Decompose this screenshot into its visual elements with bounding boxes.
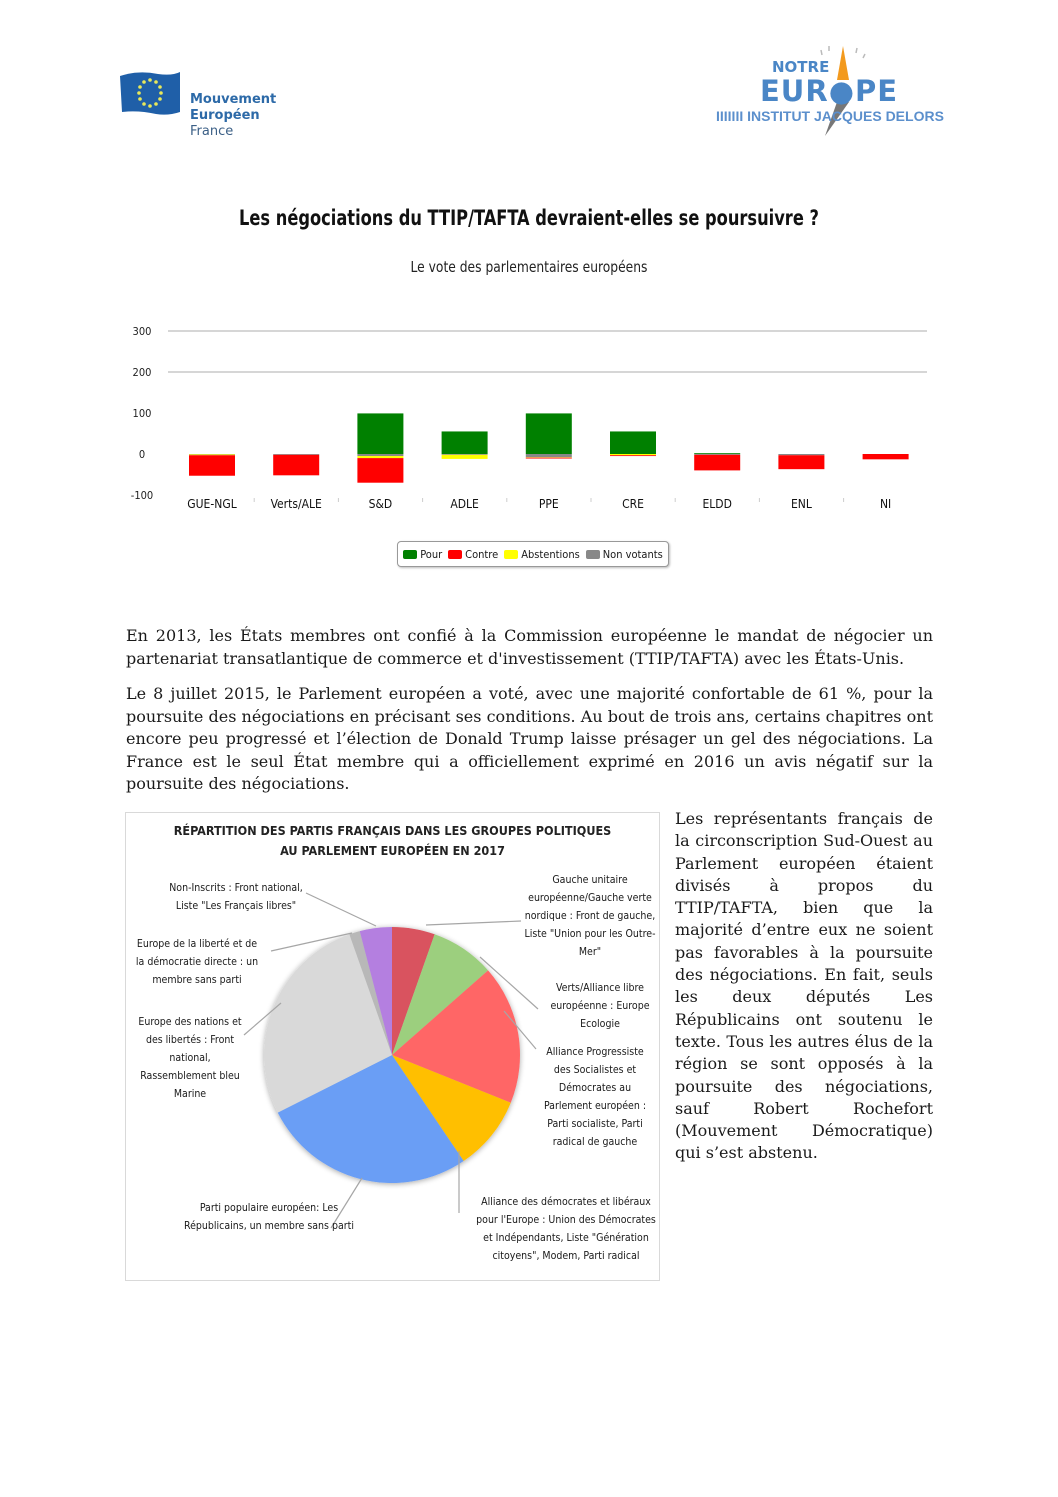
chart-subtitle: Le vote des parlementaires européens bbox=[410, 258, 648, 276]
label-verts-ale: Verts/Alliance libre européenne : Europe Ecologie bbox=[550, 982, 650, 1030]
page-title: Les négociations du TTIP/TAFTA devraient-elles se poursuivre ? bbox=[239, 206, 819, 230]
label-s-and-d: Alliance Progressiste des Socialistes et Démocrates au Parlement européen : Parti socialiste, Parti radical de gauche bbox=[543, 1046, 647, 1148]
x-category-label: Verts/ALE bbox=[270, 497, 322, 511]
label-eldd: Europe de la liberté et de la démocratie directe : un membre sans parti bbox=[135, 938, 259, 986]
bar-non-votants bbox=[273, 454, 319, 455]
bar-contre bbox=[610, 455, 656, 456]
legend-label: Non votants bbox=[602, 547, 663, 561]
x-category-label: NI bbox=[879, 497, 892, 511]
leader-line bbox=[426, 921, 521, 925]
logo-line-3: France bbox=[190, 124, 234, 139]
legend-label: Pour bbox=[420, 547, 443, 561]
bar-contre bbox=[189, 455, 235, 476]
pie-chart-panel bbox=[125, 812, 660, 1281]
label-ppe: Parti populaire européen: Les Républicains, un membre sans parti bbox=[184, 1202, 354, 1232]
logo-line-2: Européen bbox=[190, 108, 260, 123]
bar-contre bbox=[526, 458, 572, 459]
label-non-inscrits: Non-Inscrits : Front national, Liste "Les Français libres" bbox=[169, 882, 303, 912]
bar-abstentions bbox=[189, 454, 235, 455]
vote-paragraph: Le 8 juillet 2015, le Parlement européen a voté, avec une majorité confortable de 61 %, pour la poursuite des négociations en précisant ses conditions. Au bout de trois ans, certains chapitres ont encore peu progressé et l’élection de Donald Trump laisse présager un gel des négociations. La France est le seul État membre qui a officiellement exprimé en 2016 un avis négatif sur la poursuite des négociations. bbox=[126, 684, 933, 793]
legend-item-contre bbox=[448, 548, 498, 561]
bar-abstentions bbox=[357, 456, 403, 458]
mouvement-europeen-wordmark bbox=[190, 92, 276, 140]
legend-label: Contre bbox=[465, 547, 499, 561]
sud-ouest-paragraph: Les représentants français de la circonscription Sud-Ouest au Parlement européen étaient divisés à propos du TTIP/TAFTA, bien que la majorité d’entre eux ne soient pas favorables à la poursuite des négociations. En fait, seuls les deux députés Les Républicains ont soutenu le texte. Tous les autres élus de la région se sont opposés à la poursuite des négociations, sauf Robert Rochefort (Mouvement Démocratique) qui s’est abstenu. bbox=[675, 809, 933, 1163]
bar-pour bbox=[526, 413, 572, 454]
bar-non-votants bbox=[778, 454, 824, 455]
legend-item-abstentions bbox=[504, 548, 580, 561]
legend-swatch-icon bbox=[586, 550, 600, 559]
bar-abstentions bbox=[610, 454, 656, 455]
legend-item-pour bbox=[403, 548, 442, 561]
x-category-label: GUE-NGL bbox=[187, 497, 237, 511]
pie-title-line-1: RÉPARTITION DES PARTIS FRANÇAIS DANS LES GROUPES POLITIQUES bbox=[173, 823, 612, 838]
notre-europe-logo bbox=[716, 40, 946, 140]
bar-non-votants bbox=[694, 454, 740, 455]
legend-label: Abstentions bbox=[521, 547, 580, 561]
x-category-label: PPE bbox=[538, 497, 559, 511]
logo-line-1: Mouvement bbox=[190, 92, 277, 107]
bar-abstentions bbox=[442, 455, 488, 459]
bar-pour bbox=[694, 453, 740, 454]
bar-contre bbox=[357, 458, 403, 483]
logo-notre: NOTRE bbox=[772, 58, 830, 76]
x-category-label: ELDD bbox=[702, 497, 732, 511]
leader-line bbox=[306, 893, 376, 926]
label-gue-ngl: Gauche unitaire européenne/Gauche verte nordique : Front de gauche, Liste "Union pour les Outre-Mer" bbox=[524, 874, 656, 958]
x-category-label: S&D bbox=[368, 497, 393, 511]
x-category-label: ADLE bbox=[450, 497, 479, 511]
x-category-label: ENL bbox=[790, 497, 812, 511]
bar-non-votants bbox=[526, 454, 572, 457]
bar-contre bbox=[863, 454, 909, 459]
eu-flag-icon bbox=[118, 70, 182, 118]
bar-pour bbox=[610, 431, 656, 454]
bar-non-votants bbox=[442, 454, 488, 455]
y-tick-label: 200 bbox=[132, 366, 152, 379]
y-tick-label: 0 bbox=[138, 448, 146, 461]
y-tick-label: 300 bbox=[132, 325, 152, 338]
x-category-label: CRE bbox=[622, 497, 644, 511]
legend-swatch-icon bbox=[448, 550, 462, 559]
legend-item-non-votants bbox=[586, 548, 663, 561]
legend-swatch-icon bbox=[504, 550, 518, 559]
pie-title-line-2: AU PARLEMENT EUROPÉEN EN 2017 bbox=[280, 843, 505, 858]
bar-pour bbox=[442, 431, 488, 454]
bar-contre bbox=[778, 455, 824, 469]
legend-swatch-icon bbox=[403, 550, 417, 559]
bar-contre bbox=[694, 455, 740, 471]
label-alde: Alliance des démocrates et libéraux pour l'Europe : Union des Démocrates et Indépendants, Liste "Génération citoyens", Modem, Parti radical bbox=[476, 1196, 656, 1262]
logo-europe: EUR●PE bbox=[760, 74, 899, 108]
y-tick-label: -100 bbox=[130, 489, 154, 502]
label-enl: Europe des nations et des libertés : Front national, Rassemblement bleu Marine bbox=[138, 1016, 242, 1100]
logo-institut: IIIIIII INSTITUT JACQUES DELORS bbox=[716, 108, 944, 124]
bar-pour bbox=[357, 413, 403, 454]
chart-legend bbox=[397, 541, 669, 567]
y-tick-label: 100 bbox=[132, 407, 152, 420]
mouvement-europeen-logo bbox=[118, 70, 298, 145]
bar-contre bbox=[273, 455, 319, 476]
intro-paragraph: En 2013, les États membres ont confié à la Commission européenne le mandat de négocier un partenariat transatlantique de commerce et d'investissement (TTIP/TAFTA) avec les États-Unis. bbox=[126, 626, 933, 668]
bar-non-votants bbox=[357, 454, 403, 456]
